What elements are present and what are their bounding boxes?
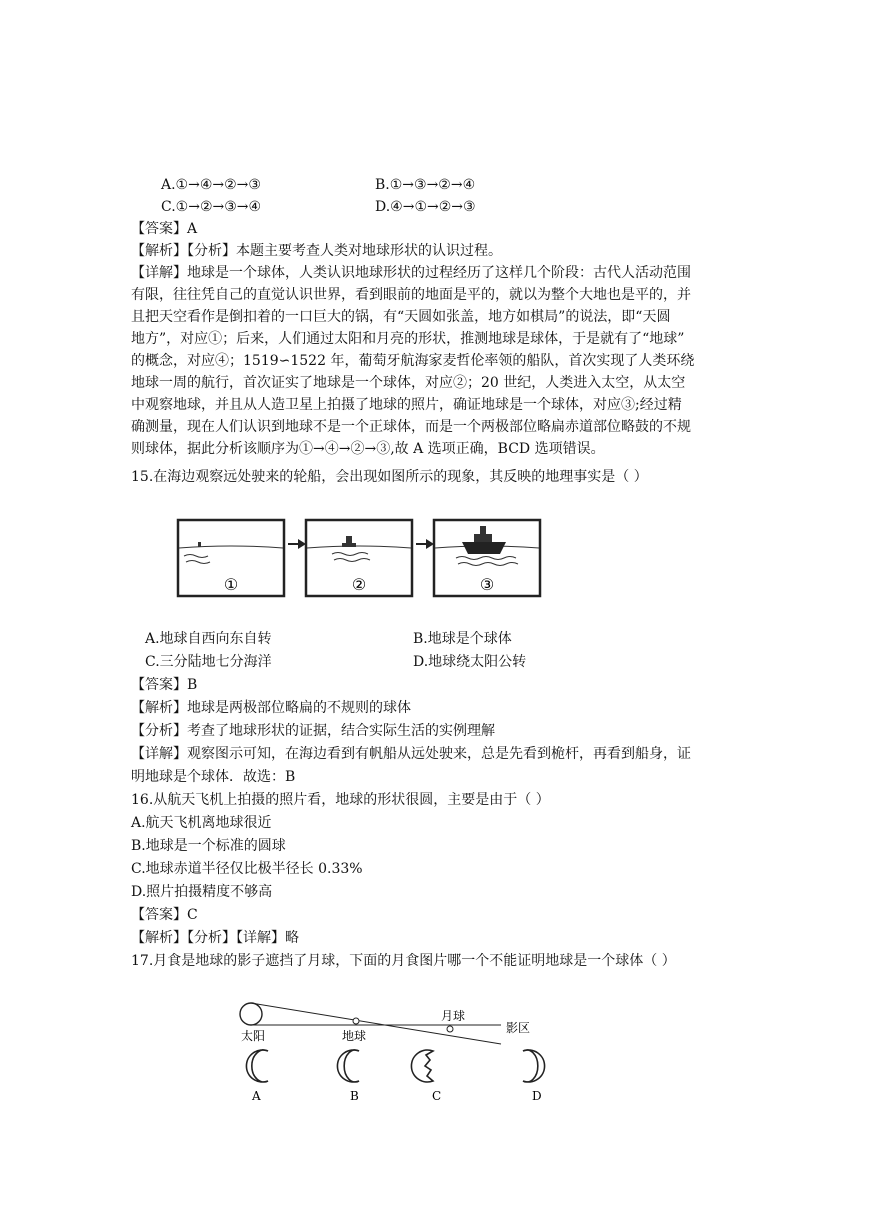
q16-option-d: D.照片拍摄精度不够高 — [131, 884, 273, 900]
choice-d-label: D — [532, 1089, 542, 1103]
moon-icon — [447, 1026, 453, 1032]
q14-detail-line: 确测量，现在人们认识到地球不是一个正球体，而是一个两极部位略扁赤道部位略鼓的不规 — [131, 419, 691, 435]
panel-label-1: ① — [223, 575, 239, 594]
crescent-d-icon — [523, 1050, 545, 1082]
q14-detail-line: 的概念，对应④；1519∽1522 年，葡萄牙航海家麦哲伦率领的船队，首次实现了人类环绕 — [131, 353, 695, 369]
earth-icon — [353, 1018, 359, 1024]
q14-option-c: C.①→②→③→④ — [161, 199, 262, 215]
crescent-a-icon — [246, 1050, 268, 1082]
q14-detail-line: 有限，往往凭自己的直觉认识世界，看到眼前的地面是平的，就以为整个大地也是平的，并 — [131, 287, 691, 303]
q16-answer: 【答案】C — [131, 907, 198, 923]
choice-c-label: C — [432, 1089, 442, 1103]
q14-option-a: A.①→④→②→③ — [161, 177, 261, 193]
q14-detail-line: 且把天空看作是倒扣着的一口巨大的锅，有“天圆如张盖，地方如棋局”的说法，即“天圆 — [131, 309, 671, 325]
panel-label-2: ② — [351, 575, 367, 594]
q15-detail-line: 明地球是个球体．故选：B — [131, 769, 296, 785]
crescent-c-icon — [411, 1050, 433, 1082]
panel-label-3: ③ — [479, 575, 495, 594]
earth-label: 地球 — [342, 1029, 367, 1043]
moon-label: 月球 — [441, 1009, 466, 1023]
crescent-b-icon — [337, 1050, 359, 1082]
q16-analysis: 【解析】【分析】【详解】略 — [131, 930, 299, 946]
q14-detail-line: 则球体，据此分析该顺序为①→④→②→③,故 A 选项正确，BCD 选项错误。 — [131, 441, 605, 457]
q15-option-d: D.地球绕太阳公转 — [413, 654, 527, 670]
q16-option-a: A.航天飞机离地球很近 — [131, 815, 272, 831]
q15-answer: 【答案】B — [131, 677, 198, 693]
q14-detail-line: 【详解】地球是一个球体，人类认识地球形状的过程经历了这样几个阶段：古代人活动范围 — [131, 265, 691, 281]
q17-question: 17.月食是地球的影子遮挡了月球，下面的月食图片哪一个不能证明地球是一个球体（ ） — [131, 953, 676, 969]
q17-eclipse-figure — [236, 996, 566, 1106]
q14-detail-line: 中观察地球，并且从人造卫星上拍摄了地球的照片，确证地球是一个球体，对应③;经过精 — [131, 397, 682, 413]
q15-detail-line: 【详解】观察图示可知，在海边看到有帆船从远处驶来，总是先看到桅杆，再看到船身，证 — [131, 746, 691, 762]
q14-option-b: B.①→③→②→④ — [375, 177, 476, 193]
q16-option-c: C.地球赤道半径仅比极半径长 0.33% — [131, 861, 363, 877]
q14-answer: 【答案】A — [131, 221, 198, 237]
q15-option-b: B.地球是个球体 — [413, 631, 512, 647]
q15-analysis: 【分析】考查了地球形状的证据，结合实际生活的实例理解 — [131, 723, 495, 739]
q15-analysis: 【解析】地球是两极部位略扁的不规则的球体 — [131, 700, 411, 716]
q15-option-a: A.地球自西向东自转 — [145, 631, 272, 647]
sun-label: 太阳 — [241, 1029, 266, 1043]
choice-a-label: A — [252, 1089, 261, 1103]
choice-b-label: B — [350, 1089, 359, 1103]
q14-analysis: 【解析】【分析】本题主要考查人类对地球形状的认识过程。 — [131, 243, 502, 259]
q16-option-b: B.地球是一个标准的圆球 — [131, 838, 286, 854]
q15-ship-figure — [176, 514, 544, 600]
shadow-label: 影区 — [506, 1021, 531, 1035]
q14-detail-line: 地球一周的航行，首次证实了地球是一个球体，对应②；20 世纪，人类进入太空，从太空 — [131, 375, 686, 391]
q14-detail-line: 地方”，对应①；后来，人们通过太阳和月亮的形状，推测地球是球体，于是就有了“地球” — [131, 331, 685, 347]
q15-question: 15.在海边观察远处驶来的轮船，会出现如图所示的现象，其反映的地理事实是（ ） — [131, 469, 648, 485]
q16-question: 16.从航天飞机上拍摄的照片看，地球的形状很圆，主要是由于（ ） — [131, 792, 550, 808]
q14-option-d: D.④→①→②→③ — [375, 199, 476, 215]
q15-option-c: C.三分陆地七分海洋 — [145, 654, 272, 670]
sun-icon — [240, 1003, 262, 1025]
